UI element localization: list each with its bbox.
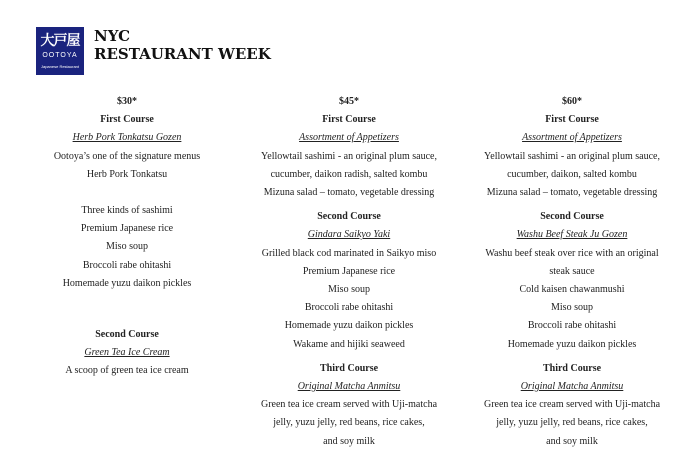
menu-45-second-course-line: Wakame and hijiki seaweed xyxy=(293,338,405,350)
menu-30-first-course-line: Herb Pork Tonkatsu xyxy=(86,168,168,180)
menu-30-column xyxy=(17,93,237,381)
menu-60-second-course-line: Washu beef steak over rice with an original xyxy=(485,247,659,259)
menu-45-second-course-line: Miso soup xyxy=(328,284,370,296)
menu-45-price: $45* xyxy=(339,96,359,107)
menu-60-second-course-line: Cold kaisen chawanmushi xyxy=(519,284,625,296)
menu-45-second-course-line: Grilled black cod marinated in Saikyo miso xyxy=(261,247,437,259)
menu-45-second-course-line: Broccoli rabe ohitashi xyxy=(304,302,394,314)
menu-30-first-course-line: Homemade yuzu daikon pickles xyxy=(62,277,192,289)
menu-60-second-course-line: Homemade yuzu daikon pickles xyxy=(507,338,637,350)
menu-60-first-course-heading: First Course xyxy=(545,114,599,126)
menu-30-first-course-line: Three kinds of sashimi xyxy=(81,205,173,217)
menu-60-second-course-line: Miso soup xyxy=(551,302,593,314)
menu-45-third-course-line: jelly, yuzu jelly, red beans, rice cakes, xyxy=(273,417,425,429)
menu-60-second-course-dish: Washu Beef Steak Ju Gozen xyxy=(516,229,628,241)
menu-45-first-course-line: Yellowtail sashimi - an original plum sauce, xyxy=(261,150,437,162)
menu-45-second-course-heading: Second Course xyxy=(317,211,381,223)
menu-45-third-course-heading: Third Course xyxy=(319,362,379,374)
menu-60-third-course-heading: Third Course xyxy=(542,362,602,374)
menu-45-first-course-line: Mizuna salad – tomato, vegetable dressing xyxy=(263,187,435,199)
menu-30-second-course-line: A scoop of green tea ice cream xyxy=(65,365,189,377)
page-title xyxy=(94,27,271,63)
menu-45-third-course-line: and soy milk xyxy=(323,435,375,447)
title-line-2: RESTAURANT WEEK xyxy=(94,45,271,63)
menu-45-first-course-heading: First Course xyxy=(322,114,376,126)
menu-30-second-course-dish: Green Tea Ice Cream xyxy=(84,347,170,359)
menu-60-third-course-line: and soy milk xyxy=(546,435,598,447)
menu-60-third-course-line: Green tea ice cream served with Uji-matcha xyxy=(483,399,661,411)
menu-45-first-course-dish: Assortment of Appetizers xyxy=(299,132,399,144)
menu-45-second-course-line: Premium Japanese rice xyxy=(302,265,396,277)
menu-60-column xyxy=(462,93,682,451)
menu-30-second-course-heading: Second Course xyxy=(95,329,159,341)
menu-60-second-course-heading: Second Course xyxy=(540,211,604,223)
logo-name: OOTOYA xyxy=(42,52,78,59)
menu-60-second-course-line: steak sauce xyxy=(549,265,595,277)
menu-45-third-course-dish: Original Matcha Anmitsu xyxy=(297,381,401,393)
menu-30-first-course-line: Miso soup xyxy=(106,241,148,253)
menu-45-third-course-line: Green tea ice cream served with Uji-matcha xyxy=(260,399,438,411)
menu-30-first-course-line: Premium Japanese rice xyxy=(80,223,174,235)
menu-60-first-course-line: cucumber, daikon, salted kombu xyxy=(507,168,637,180)
menu-30-first-course-line: Ootoya’s one of the signature menus xyxy=(53,150,201,162)
menu-60-third-course-line: jelly, yuzu jelly, red beans, rice cakes, xyxy=(496,417,648,429)
menu-45-second-course-line: Homemade yuzu daikon pickles xyxy=(284,320,414,332)
menu-30-first-course-heading: First Course xyxy=(100,114,154,126)
menu-45-second-course-dish: Gindara Saikyo Yaki xyxy=(307,229,391,241)
ootoya-logo xyxy=(36,27,84,75)
menu-30-first-course-dish: Herb Pork Tonkatsu Gozen xyxy=(72,132,182,144)
menu-60-second-course-line: Broccoli rabe ohitashi xyxy=(527,320,617,332)
menu-60-first-course-dish: Assortment of Appetizers xyxy=(522,132,622,144)
menu-60-first-course-line: Yellowtail sashimi - an original plum sauce, xyxy=(484,150,660,162)
title-line-1: NYC xyxy=(94,27,131,45)
logo-kanji: 大戸屋 xyxy=(40,33,80,49)
menu-30-price: $30* xyxy=(117,96,137,107)
logo-subtitle: Japanese Restaurant xyxy=(40,64,80,69)
menu-45-first-course-line: cucumber, daikon radish, salted kombu xyxy=(270,168,428,180)
menu-60-price: $60* xyxy=(562,96,582,107)
menu-60-third-course-dish: Original Matcha Anmitsu xyxy=(520,381,624,393)
menu-30-first-course-line: Broccoli rabe ohitashi xyxy=(82,259,172,271)
menu-45-column xyxy=(239,93,459,451)
menu-60-first-course-line: Mizuna salad – tomato, vegetable dressing xyxy=(486,187,658,199)
